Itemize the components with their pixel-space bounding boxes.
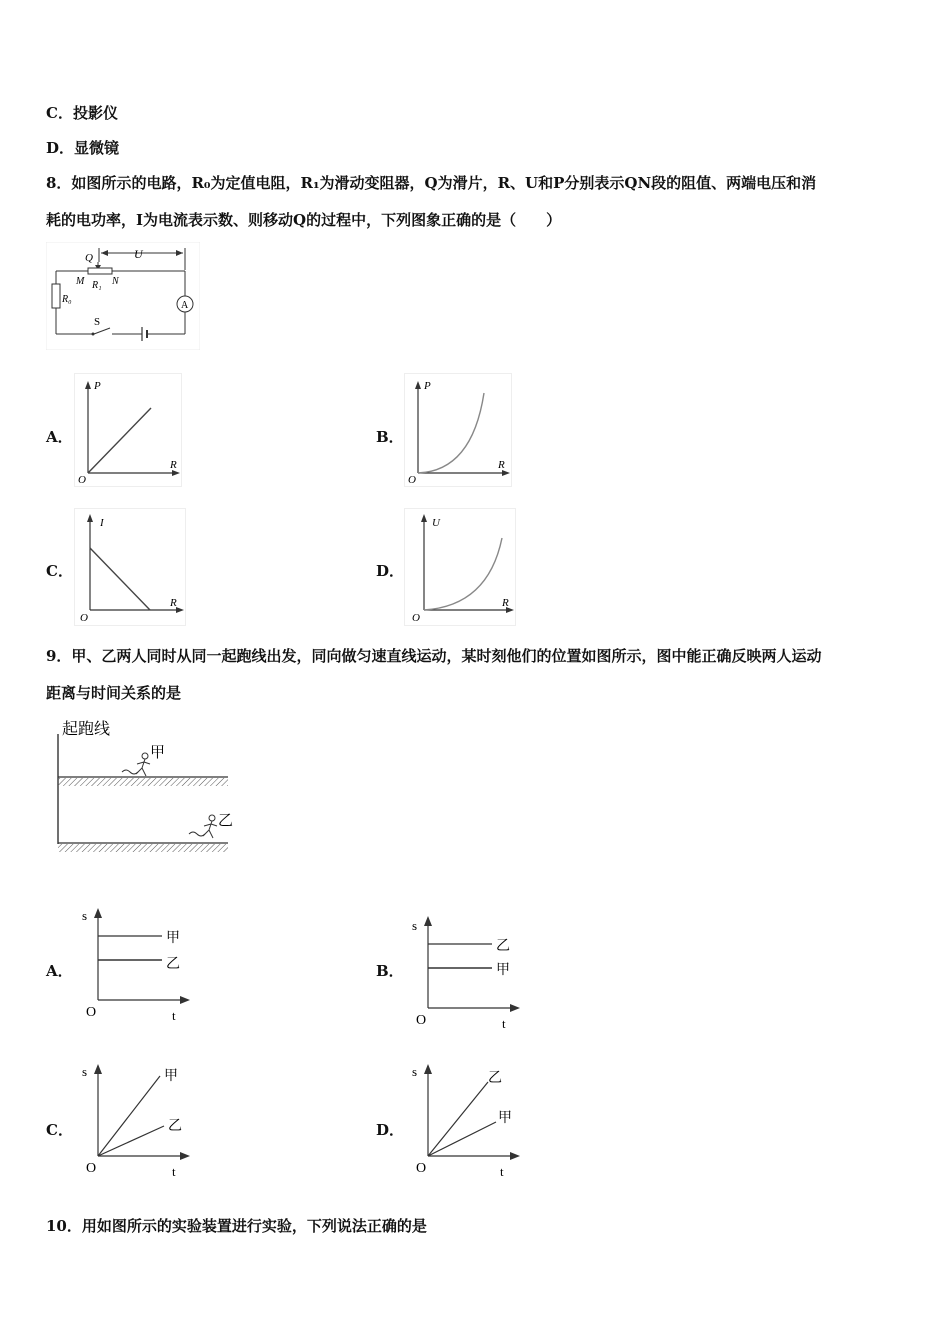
q9-option-c-label: C． [46,1121,73,1139]
q-label: Q [85,252,93,264]
q8-graph-c [74,508,186,626]
upper-series-label: 乙 [496,939,510,954]
upper-series-label: 甲 [164,1069,178,1084]
origin-label: O [416,1013,427,1028]
u-label: U [134,247,143,261]
q8-option-b-label: B． [376,428,404,446]
x-axis-label: t [500,1164,504,1179]
q8-graph-d [404,508,516,626]
y-axis-label: s [412,1064,418,1079]
lower-series-label: 乙 [168,1119,182,1134]
y-axis-label: P [424,380,431,392]
a-label: A [181,300,189,311]
jia-label: 甲 [150,745,166,761]
q8-stem-line1: 8．如图所示的电路，R₀为定值电阻，R₁为滑动变阻器，Q为滑片，R、U和P分别表示QN段的阻值、两端电压和消 [46,174,817,192]
yi-label: 乙 [218,813,234,829]
q9-graph-d [406,1058,526,1182]
q10-stem-line1: 10．用如图所示的实验装置进行实验，下列说法正确的是 [46,1217,427,1235]
x-axis-label: R [170,597,177,609]
q9-option-d-label: D． [376,1121,405,1139]
x-axis-label: R [502,597,509,609]
q8-stem-line2: 耗的电功率，I为电流表示数、则移动Q的过程中，下列图象正确的是（ ） [46,211,562,229]
x-axis-label: t [172,1164,176,1179]
q9-graph-a [76,902,196,1026]
y-axis-label: I [100,517,104,529]
q9-graph-b [406,910,526,1034]
x-axis-label: R [498,459,505,471]
s-label: S [94,316,101,328]
runner-yi-icon [189,815,217,838]
x-axis-label: t [502,1016,506,1031]
q9-graph-c [76,1058,196,1182]
q9-race-scene [50,714,240,854]
q9-option-a-label: A． [46,962,73,980]
q8-option-d-label: D． [376,562,405,580]
graph-d-upper-line [428,1082,488,1156]
r1-label: R₁ [92,280,102,291]
y-axis-label: s [82,1064,88,1079]
origin-label: O [86,1005,97,1020]
q7-option-d: D．显微镜 [46,139,120,157]
runner-jia-icon [122,753,150,776]
q9-option-b-label: B． [376,962,404,980]
y-axis-label: s [412,918,418,933]
origin-label: O [86,1161,97,1176]
q8-option-c-label: C． [46,562,73,580]
lower-series-label: 乙 [166,957,180,972]
n-label: N [112,276,119,287]
origin-label: O [412,612,420,624]
q7-option-c: C．投影仪 [46,104,118,122]
graph-c-lower-line [98,1126,164,1156]
q8-circuit-diagram [46,242,200,350]
lower-series-label: 甲 [496,963,510,978]
r0-resistor [52,284,60,308]
r0-label: R₀ [62,294,72,305]
x-axis-label: R [170,459,177,471]
upper-series-label: 乙 [488,1071,502,1086]
upper-series-label: 甲 [166,931,180,946]
origin-label: O [80,612,88,624]
graph-d-lower-line [428,1122,496,1156]
origin-label: O [78,474,86,486]
graph-c-upper-line [98,1076,160,1156]
y-axis-label: U [432,517,440,529]
q8-graph-b [404,373,512,487]
r1-resistor [88,268,112,274]
m-label: M [76,276,85,287]
x-axis-label: t [172,1008,176,1023]
y-axis-label: s [82,908,88,923]
q9-stem-line1: 9．甲、乙两人同时从同一起跑线出发，同向做匀速直线运动，某时刻他们的位置如图所示，图中能正确反映两人运动 [46,647,822,665]
start-line-label: 起跑线 [62,721,111,738]
origin-label: O [408,474,416,486]
q9-stem-line2: 距离与时间关系的是 [46,684,182,702]
origin-label: O [416,1161,427,1176]
q8-graph-a [74,373,182,487]
q8-option-a-label: A． [46,428,73,446]
y-axis-label: P [94,380,101,392]
lower-series-label: 甲 [498,1111,512,1126]
